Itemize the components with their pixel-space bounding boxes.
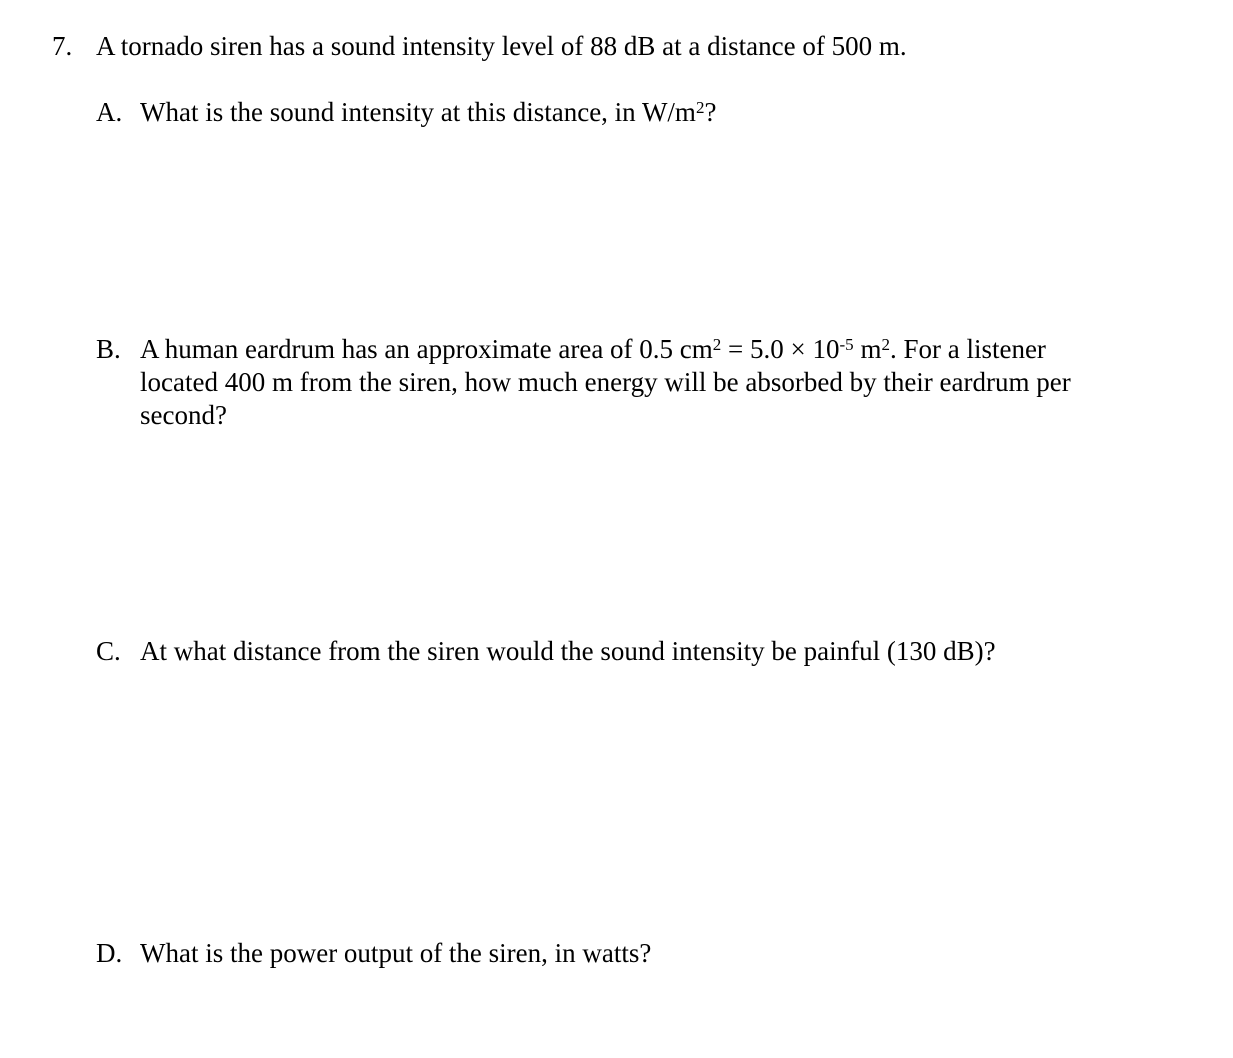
part-a-text [140, 96, 716, 129]
part-a-text-end: ? [704, 97, 717, 127]
part-b-line-3: second? [140, 400, 227, 430]
part-d-label: D. [96, 938, 123, 968]
part-c-label: C. [96, 636, 121, 666]
part-a-text-main: What is the sound intensity at this distance, in W/m [140, 97, 696, 127]
part-b-line-1-d: . For a listener [889, 334, 1046, 364]
part-b-sup-3: 2 [881, 335, 890, 354]
part-c-text: At what distance from the siren would the sound intensity be painful (130 dB)? [140, 636, 996, 666]
question-text: A tornado siren has a sound intensity level of 88 dB at a distance of 500 m. [96, 31, 907, 61]
part-b-sup-2: -5 [839, 335, 854, 354]
part-b-line-1 [140, 333, 1046, 366]
part-b-line-1-a: A human eardrum has an approximate area of 0.5 cm [140, 334, 713, 364]
part-b-line-1-b: = 5.0 × 10 [721, 334, 840, 364]
part-b-label: B. [96, 334, 121, 364]
part-a-label: A. [96, 97, 123, 127]
part-b-line-2: located 400 m from the siren, how much energy will be absorbed by their eardrum per [140, 367, 1071, 397]
part-a-superscript: 2 [695, 98, 705, 117]
part-b-sup-1: 2 [712, 335, 722, 354]
question-number: 7. [52, 31, 73, 61]
part-b-line-1-c: m [853, 334, 882, 364]
part-d-text: What is the power output of the siren, in watts? [140, 938, 652, 968]
